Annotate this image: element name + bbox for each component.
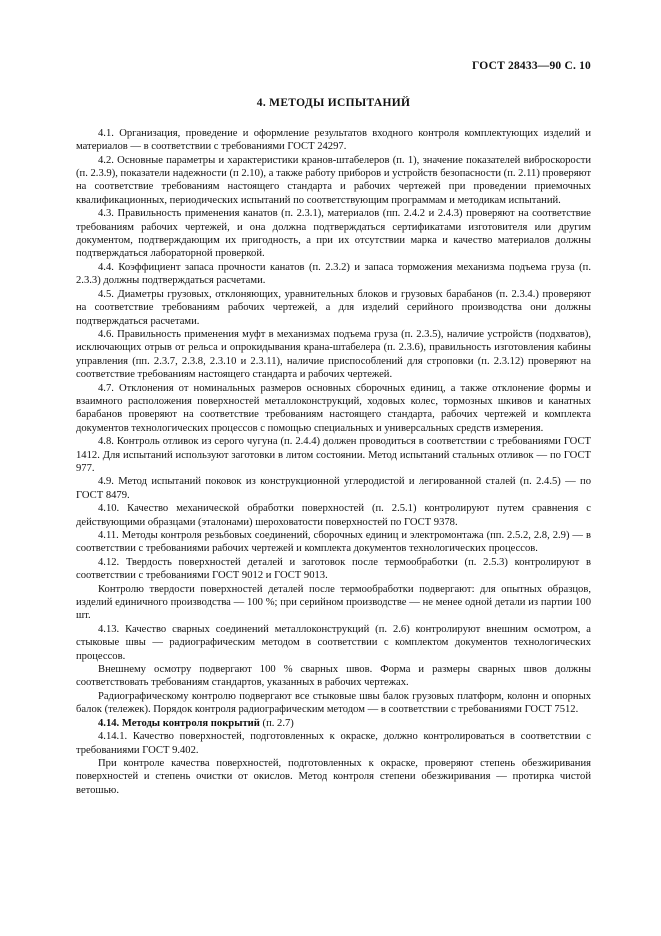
paragraph-4-9: 4.9. Метод испытаний поковок из конструкционной углеродистой и легированной сталей (п. 2.4.5) — по ГОСТ 8479. xyxy=(76,476,591,501)
paragraph-4-14-1: 4.14.1. Качество поверхностей, подготовленных к окраске, должно контролироваться в соответствии с требованиями ГОСТ 9.402. xyxy=(76,731,591,756)
paragraph-4-2: 4.2. Основные параметры и характеристики кранов-штабелеров (п. 1), значение показателей виброскорости (п. 2.3.9), показатели надежности (п 2.10), а также работу приборов и устройств безопасности (п. 2.11) проверяют на соответствие требованиям настоящего стандарта и рабочих чертежей при проведении приемочных квалификационных, периодических испытаний по соответствующим программам и методикам испытаний. xyxy=(76,154,591,206)
paragraph-4-7: 4.7. Отклонения от номинальных размеров основных сборочных единиц, а также отклонение формы и взаимного расположения поверхностей металлоконструкций, ходовых колес, тормозных шкивов и канатных барабанов проверяют на соответствие требованиям настоящего стандарта, рабочих чертежей и комплекта документов технологических процессов с помощью специальных и универсальных средств измерения. xyxy=(76,382,591,434)
paragraph-4-14 xyxy=(76,717,591,730)
paragraph-4-10: 4.10. Качество механической обработки поверхностей (п. 2.5.1) контролируют путем сравнения с действующими образцами (эталонами) шероховатости поверхностей по ГОСТ 9378. xyxy=(76,503,591,528)
paragraph-4-11: 4.11. Методы контроля резьбовых соединений, сборочных единиц и электромонтажа (пп. 2.5.2, 2.8, 2.9) — в соответствии с требованиями рабочих чертежей и комплекта документов технологических процессов. xyxy=(76,530,591,555)
paragraph-4-4: 4.4. Коэффициент запаса прочности канатов (п. 2.3.2) и запаса торможения механизма подъема груза (п. 2.3.3) должны подтверждаться расчетами. xyxy=(76,261,591,287)
paragraph-4-6: 4.6. Правильность применения муфт в механизмах подъема груза (п. 2.3.5), наличие устройств (подхватов), исключающих отрыв от рельса и опрокидывания крана-штабелера (п. 2.3.6), правильность изготовления кабины управления (пп. 2.3.7, 2.3.8, 2.3.10 и 2.3.11), наличие приспособлений для строповки (п. 2.3.12) проверяют на соответствие требованиям настоящего стандарта и рабочих чертежей. xyxy=(76,328,591,381)
paragraph-hardness-control: Контролю твердости поверхностей деталей после термообработки подвергают: для опытных образцов, изделий единичного производства — 100 %; при серийном производстве — не менее одной детали из партии 100 шт. xyxy=(76,583,591,622)
paragraph-radiographic-control: Радиографическому контролю подвергают все стыковые швы балок грузовых платформ, колонн и опорных балок (тележек). Порядок контроля радиографическим методом — в соответствии с требованиями ГОСТ 7512. xyxy=(76,690,591,716)
paragraph-4-3: 4.3. Правильность применения канатов (п. 2.3.1), материалов (пп. 2.4.2 и 2.4.3) проверяют на соответствие требованиям рабочих чертежей, и она должна подтверждаться сертификатами изготовителя или другим документом, подтверждающим их пригодность, а при их отсутствии марка и качество материалов должны подтверждаться лабораторной проверкой. xyxy=(76,208,591,260)
paragraph-4-12: 4.12. Твердость поверхностей деталей и заготовок после термообработки (п. 2.5.3) контролируют в соответствии с требованиями ГОСТ 9012 и ГОСТ 9013. xyxy=(76,556,591,582)
running-header: ГОСТ 28433—90 С. 10 xyxy=(472,60,591,72)
paragraph-4-1: 4.1. Организация, проведение и оформление результатов входного контроля комплектующих изделий и материалов — в соответствии с требованиями ГОСТ 24297. xyxy=(76,127,591,153)
paragraph-4-14-reference: (п. 2.7) xyxy=(259,717,294,729)
paragraph-4-14-heading: 4.14. Методы контроля покрытий xyxy=(98,717,260,729)
paragraph-4-8: 4.8. Контроль отливок из серого чугуна (п. 2.4.4) должен проводиться в соответствии с требованиями ГОСТ 1412. Для испытаний используют заготовки в литом состоянии. Метод испытаний стальных отливок — по ГОСТ 977. xyxy=(76,436,591,474)
paragraph-4-5: 4.5. Диаметры грузовых, отклоняющих, уравнительных блоков и грузовых барабанов (п. 2.3.4.) проверяют на соответствие требованиям рабочих чертежей, а для изделий серийного производства они должны подтверждаться расчетами. xyxy=(76,288,591,327)
paragraph-4-13: 4.13. Качество сварных соединений металлоконструкций (п. 2.6) контролируют внешним осмотром, а стыковые швы — радиографическим методом в соответствии с комплектом документов технологических процессов. xyxy=(76,623,591,662)
section-body xyxy=(76,127,591,797)
paragraph-visual-inspection: Внешнему осмотру подвергают 100 % сварных швов. Форма и размеры сварных швов должны соответствовать требованиям стандартов, указанных в рабочих чертежах. xyxy=(76,664,591,689)
paragraph-degreasing-control: При контроле качества поверхностей, подготовленных к окраске, проверяют степень обезжиривания поверхностей и степень очистки от окислов. Метод контроля степени обезжиривания — протирка чистой ветошью. xyxy=(76,757,591,796)
section-title: 4. МЕТОДЫ ИСПЫТАНИЙ xyxy=(256,97,411,110)
